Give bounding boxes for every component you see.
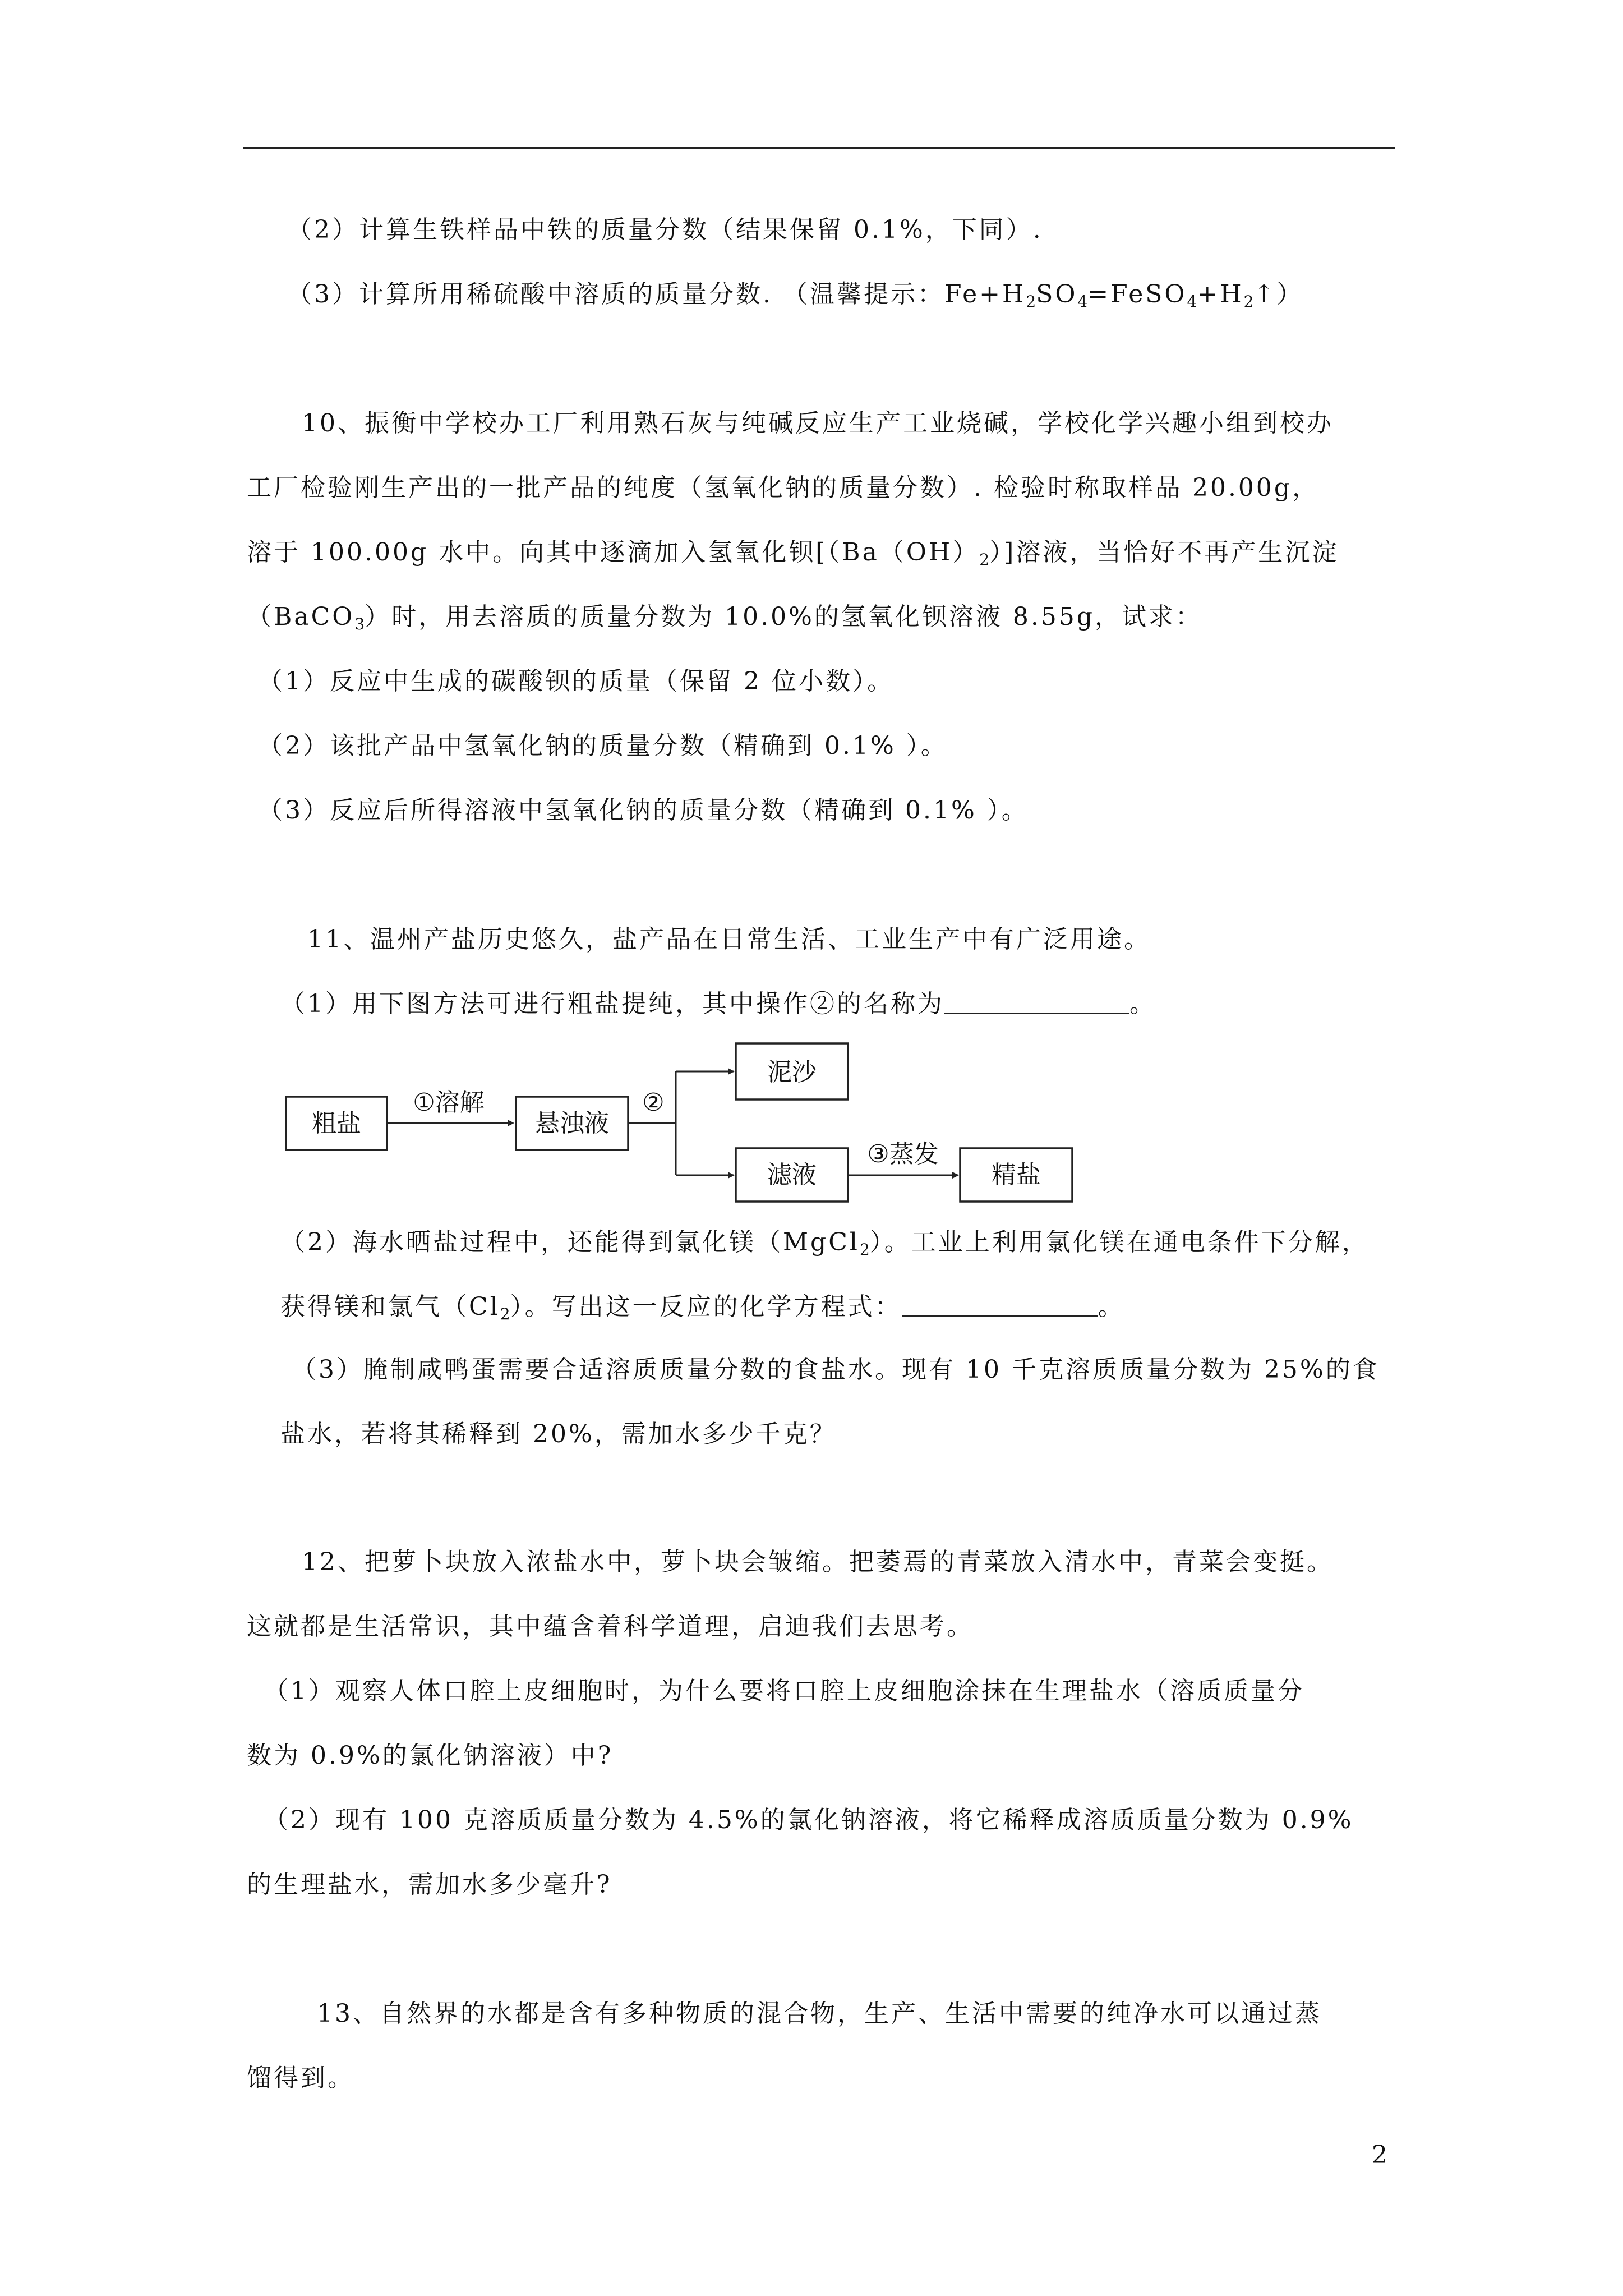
q12-sub1-line1: （1）观察人体口腔上皮细胞时，为什么要将口腔上皮细胞涂抹在生理盐水（溶质质量分 (264, 1677, 1304, 1705)
q11-sub3-line2: 盐水，若将其稀释到 20%，需加水多少千克？ (280, 1420, 837, 1448)
salt-purification-diagram (280, 1038, 1094, 1212)
box-sediment (736, 1043, 848, 1099)
box-crude-salt (286, 1097, 387, 1150)
q10-line3: 溶于 100.00g 水中。向其中逐滴加入氢氧化钡$[(Ba(OH)_2)]$溶液，当恰好不再产生沉淀 (247, 538, 1339, 569)
q13-line2: 馏得到。 (247, 2064, 354, 2092)
step3-label: ③蒸发 (867, 1140, 939, 1168)
svg-text:精盐: 精盐 (992, 1161, 1041, 1189)
svg-text:泥沙: 泥沙 (767, 1058, 817, 1087)
q12-sub2-line2: 的生理盐水，需加水多少毫升? (247, 1870, 612, 1899)
q13-line1: 13、自然界的水都是含有多种物质的混合物，生产、生活中需要的纯净水可以通过蒸 (317, 1999, 1322, 2028)
q10-sub1: （1）反应中生成的碳酸钡的质量（保留 2 位小数）。 (258, 667, 894, 696)
q10-sub3: （3）反应后所得溶液中氢氧化钠的质量分数（精确到 0.1% ）。 (258, 796, 1029, 825)
equation-blank[interactable] (902, 1293, 1098, 1317)
page-number: 2 (1372, 2141, 1387, 2169)
svg-text:悬浊液: 悬浊液 (535, 1109, 609, 1138)
q11-sub1: （1）用下图方法可进行粗盐提纯，其中操作②的名称为 。 (280, 990, 1156, 1018)
q10-line4: （BaCO$_3$）时，用去溶质的质量分数为 10.0%的氢氧化钡溶液 8.55g，试求： (247, 602, 1203, 633)
q10-line2: 工厂检验刚生产出的一批产品的纯度（氢氧化钠的质量分数）. 检验时称取样品 20.00g， (247, 473, 1320, 502)
header-rule (243, 147, 1395, 149)
q9-part2: （2）计算生铁样品中铁的质量分数（结果保留 0.1%，下同）. (287, 215, 1043, 244)
box-filtrate (736, 1148, 848, 1202)
step1-label: ①溶解 (413, 1088, 485, 1117)
box-refined-salt (960, 1148, 1072, 1202)
q10-sub2: （2）该批产品中氢氧化钠的质量分数（精确到 0.1% ）。 (258, 731, 948, 760)
q11-sub3-line1: （3）腌制咸鸭蛋需要合适溶质质量分数的食盐水。现有 10 千克溶质质量分数为 25%的食 (292, 1355, 1380, 1384)
q12-line1: 12、把萝卜块放入浓盐水中，萝卜块会皱缩。把萎焉的青菜放入清水中，青菜会变挺。 (302, 1548, 1334, 1576)
box-suspension (516, 1097, 628, 1150)
q11-line1: 11、温州产盐历史悠久，盐产品在日常生活、工业生产中有广泛用途。 (307, 925, 1151, 954)
q12-sub1-line2: 数为 0.9%的氯化钠溶液）中? (247, 1741, 614, 1770)
q11-sub2-line2: 获得镁和氯气$(Cl_2)$。写出这一反应的化学方程式： 。 (280, 1292, 1125, 1323)
q12-line2: 这就都是生活常识，其中蕴含着科学道理，启迪我们去思考。 (247, 1612, 974, 1641)
svg-text:滤液: 滤液 (767, 1161, 817, 1189)
q10-line1: 10、振衡中学校办工厂利用熟石灰与纯碱反应生产工业烧碱，学校化学兴趣小组到校办 (302, 409, 1334, 438)
answer-blank[interactable] (944, 990, 1129, 1014)
svg-text:粗盐: 粗盐 (312, 1109, 361, 1138)
step2-label: ② (642, 1088, 665, 1117)
q11-sub2-line1: （2）海水晒盐过程中，还能得到氯化镁（MgCl$_2$）。工业上利用氯化镁在通电条件下分解， (280, 1228, 1369, 1259)
q12-sub2-line1: （2）现有 100 克溶质质量分数为 4.5%的氯化钠溶液，将它稀释成溶质质量分数为 0.9% (264, 1806, 1354, 1834)
q9-part3: （3）计算所用稀硫酸中溶质的质量分数. （温馨提示：$Fe+H_2SO_4=FeSO_4+H_2↑$） (287, 280, 1304, 311)
